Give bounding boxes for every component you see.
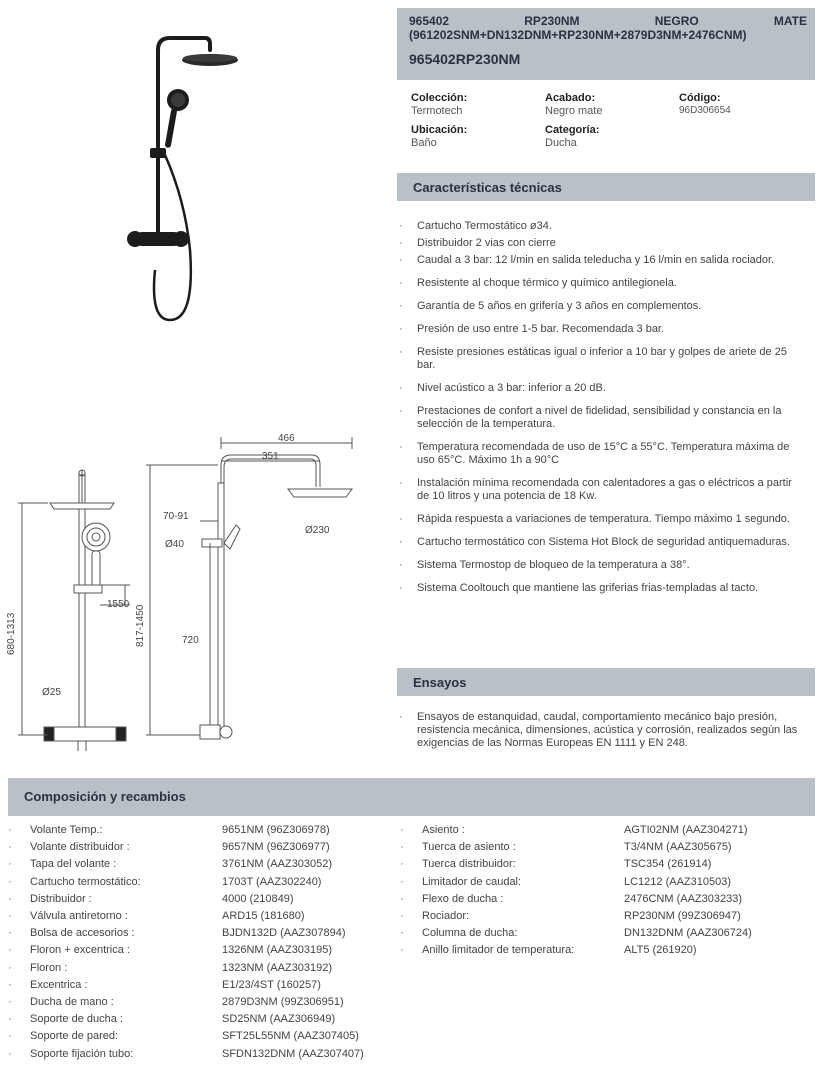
part-reference: AGTI02NM (AAZ304271)	[624, 824, 748, 836]
bullet-dot: ·	[8, 910, 12, 922]
bullet-item: · Nivel acústico a 3 bar: inferior a 20 dB.	[397, 382, 805, 395]
part-name: Columna de ducha:	[422, 927, 518, 940]
bullet-dot: ·	[8, 875, 12, 888]
bullet-dot: ·	[8, 824, 12, 836]
part-name: Tapa del volante :	[30, 858, 117, 871]
bullet-dot: ·	[400, 858, 404, 871]
title-part: MATE	[773, 14, 807, 28]
coleccion-label: Colección:	[411, 92, 468, 104]
bullet-item: · Resiste presiones estáticas igual o inferior a 10 bar y golpes de ariete de 25 bar.	[397, 346, 805, 372]
part-name: Válvula antiretorno :	[30, 910, 128, 922]
bullet-item: · Resistente al choque térmico y químico antilegionela.	[397, 277, 805, 290]
bullet-item: · Presión de uso entre 1-5 bar. Recomendada 3 bar.	[397, 323, 805, 336]
part-reference: SFT25L55NM (AAZ307405)	[222, 1030, 359, 1043]
part-reference: 3761NM (AAZ303052)	[222, 858, 333, 871]
part-reference: ARD15 (181680)	[222, 910, 305, 922]
part-reference: SD25NM (AAZ306949)	[222, 1013, 336, 1026]
composicion-row	[8, 876, 398, 893]
bullet-item: · Sistema Termostop de bloqueo de la temperatura a 38°.	[397, 559, 805, 572]
title-part: NEGRO	[654, 14, 699, 28]
title-line-1	[409, 14, 807, 28]
part-name: Asiento :	[422, 824, 465, 836]
composicion-row	[8, 996, 398, 1013]
bullet-dot: ·	[8, 1030, 12, 1043]
part-reference: LC1212 (AAZ310503)	[624, 875, 732, 888]
part-name: Volante distribuidor :	[30, 841, 130, 854]
part-name: Ducha de mano :	[30, 996, 114, 1008]
bullet-dot: ·	[400, 910, 404, 922]
bullet-dot: ·	[400, 944, 404, 957]
part-name: Floron :	[30, 961, 68, 974]
bullet-item: · Ensayos de estanquidad, caudal, comportamiento mecánico bajo presión, resistencia mecánica, dimensiones, acústica y corrosión, realizados según las exigencias de las Normas Europeas EN 1111 y EN 248.	[397, 711, 805, 750]
bullet-dot: ·	[8, 1047, 12, 1060]
part-reference: E1/23/4ST (160257)	[222, 978, 321, 991]
categoria-label: Categoría:	[545, 124, 600, 136]
dim-680-1313: 680-1313	[6, 612, 17, 655]
acabado-value: Negro mate	[545, 105, 603, 117]
part-name: Soporte de pared:	[30, 1030, 119, 1043]
bullet-item: · Caudal a 3 bar: 12 l/min en salida teleducha y 16 l/min en salida rociador.	[397, 254, 805, 267]
part-name: Cartucho termostático:	[30, 875, 141, 888]
part-reference: 4000 (210849)	[222, 892, 294, 905]
ensayos-list	[397, 711, 805, 760]
bullet-dot: ·	[8, 996, 12, 1008]
composicion-row	[8, 1013, 398, 1030]
composicion-row	[8, 910, 398, 927]
composicion-row	[400, 858, 810, 875]
composicion-row	[400, 927, 810, 944]
bullet-item: · Cartucho Termostático ø34.	[397, 220, 805, 233]
composicion-section-title: Composición y recambios	[24, 789, 186, 804]
part-name: Limitador de caudal:	[422, 875, 522, 888]
part-name: Bolsa de accesorios :	[30, 927, 135, 940]
part-name: Tuerca distribuidor:	[422, 858, 516, 871]
composicion-row	[8, 1048, 398, 1065]
part-reference: DN132DNM (AAZ306724)	[624, 927, 752, 940]
part-reference: 1326NM (AAZ303195)	[222, 944, 333, 957]
part-name: Volante Temp.:	[30, 824, 103, 836]
ubicacion-label: Ubicación:	[411, 124, 468, 136]
ensayos-section-header	[397, 668, 815, 696]
product-photo	[110, 20, 270, 340]
title-line-2: (961202SNM+DN132DNM+RP230NM+2879D3NM+2476CNM)	[409, 28, 747, 42]
part-reference: BJDN132D (AAZ307894)	[222, 927, 346, 940]
part-name: Excentrica :	[30, 978, 88, 991]
bullet-dot: ·	[8, 927, 12, 940]
ubicacion-value: Baño	[411, 137, 437, 149]
composicion-left-column	[8, 824, 398, 1069]
bullet-dot: ·	[8, 961, 12, 974]
dim-d25: Ø25	[42, 687, 61, 698]
bullet-dot: ·	[400, 892, 404, 905]
composicion-row	[400, 824, 810, 841]
dim-817-1450: 817-1450	[135, 604, 146, 647]
dim-d40: Ø40	[165, 539, 184, 550]
tech-list	[397, 220, 805, 605]
composicion-row	[8, 841, 398, 858]
dim-466: 466	[278, 433, 295, 444]
composicion-right-column	[400, 824, 810, 1069]
acabado-label: Acabado:	[545, 92, 596, 104]
composicion-row	[8, 944, 398, 961]
part-name: Tuerca de asiento :	[422, 841, 516, 854]
part-name: Flexo de ducha :	[422, 892, 504, 905]
tech-section-header	[397, 173, 815, 201]
bullet-item: · Rápida respuesta a variaciones de temperatura. Tiempo máximo 1 segundo.	[397, 513, 805, 526]
bullet-item: · Temperatura recomendada de uso de 15°C a 55°C. Temperatura máxima de uso 65°C. Máximo 1h a 90°C	[397, 441, 805, 467]
composicion-row	[8, 824, 398, 841]
part-reference: 2879D3NM (99Z306951)	[222, 996, 344, 1008]
bullet-item: · Sistema Cooltouch que mantiene las griferias frias-templadas al tacto.	[397, 582, 805, 595]
composicion-row	[8, 858, 398, 875]
bullet-dot: ·	[8, 978, 12, 991]
codigo-value: 96D306654	[679, 105, 731, 116]
bullet-dot: ·	[8, 841, 12, 854]
composicion-row	[400, 893, 810, 910]
part-reference: 9651NM (96Z306978)	[222, 824, 330, 836]
bullet-dot: ·	[400, 841, 404, 854]
bullet-dot: ·	[8, 1013, 12, 1026]
dim-1550: 1550	[107, 599, 130, 610]
tech-section-title: Características técnicas	[413, 180, 562, 195]
composicion-row	[8, 979, 398, 996]
part-reference: 2476CNM (AAZ303233)	[624, 892, 743, 905]
part-name: Distribuidor :	[30, 892, 92, 905]
product-title-block	[397, 8, 815, 80]
bullet-dot: ·	[400, 927, 404, 940]
part-name: Rociador:	[422, 910, 470, 922]
bullet-item: · Distribuidor 2 vias con cierre	[397, 237, 805, 250]
part-name: Soporte de ducha :	[30, 1013, 123, 1026]
bullet-item: · Prestaciones de confort a nivel de fidelidad, sensibilidad y constancia en la selección de la temperatura.	[397, 405, 805, 431]
composicion-row	[8, 962, 398, 979]
bullet-dot: ·	[400, 824, 404, 836]
bullet-dot: ·	[8, 944, 12, 957]
part-reference: ALT5 (261920)	[624, 944, 697, 957]
part-reference: TSC354 (261914)	[624, 858, 712, 871]
composicion-row	[8, 927, 398, 944]
bullet-dot: ·	[8, 858, 12, 871]
technical-drawing	[0, 425, 390, 775]
dim-d230: Ø230	[305, 525, 330, 536]
ensayos-section-title: Ensayos	[413, 675, 467, 690]
dim-70-91: 70-91	[163, 511, 189, 522]
bullet-item: · Garantía de 5 años en grifería y 3 años en complementos.	[397, 300, 805, 313]
composicion-row	[8, 893, 398, 910]
part-reference: SFDN132DNM (AAZ307407)	[222, 1047, 364, 1060]
categoria-value: Ducha	[545, 137, 577, 149]
composicion-row	[400, 910, 810, 927]
coleccion-value: Termotech	[411, 105, 463, 117]
product-code: 965402RP230NM	[409, 51, 521, 67]
part-reference: 1703T (AAZ302240)	[222, 875, 322, 888]
composicion-row	[400, 876, 810, 893]
composicion-section-header	[8, 778, 815, 816]
part-reference: 1323NM (AAZ303192)	[222, 961, 333, 974]
part-reference: RP230NM (99Z306947)	[624, 910, 741, 922]
composicion-row	[8, 1030, 398, 1047]
title-part: RP230NM	[524, 14, 580, 28]
bullet-item: · Instalación mínima recomendada con calentadores a gas o eléctricos a partir de 10 litros y una potencia de 18 Kw.	[397, 477, 805, 503]
composicion-row	[400, 944, 810, 961]
bullet-dot: ·	[400, 875, 404, 888]
codigo-label: Código:	[679, 92, 721, 104]
dim-720: 720	[182, 635, 199, 646]
bullet-dot: ·	[8, 892, 12, 905]
part-name: Floron + excentrica :	[30, 944, 130, 957]
part-name: Soporte fijación tubo:	[30, 1047, 134, 1060]
part-reference: 9657NM (96Z306977)	[222, 841, 330, 854]
bullet-item: · Cartucho termostático con Sistema Hot Block de seguridad antiquemaduras.	[397, 536, 805, 549]
dim-351: 351	[262, 451, 279, 462]
part-name: Anillo limitador de temperatura:	[422, 944, 575, 957]
title-part: 965402	[409, 14, 450, 28]
part-reference: T3/4NM (AAZ305675)	[624, 841, 732, 854]
composicion-row	[400, 841, 810, 858]
